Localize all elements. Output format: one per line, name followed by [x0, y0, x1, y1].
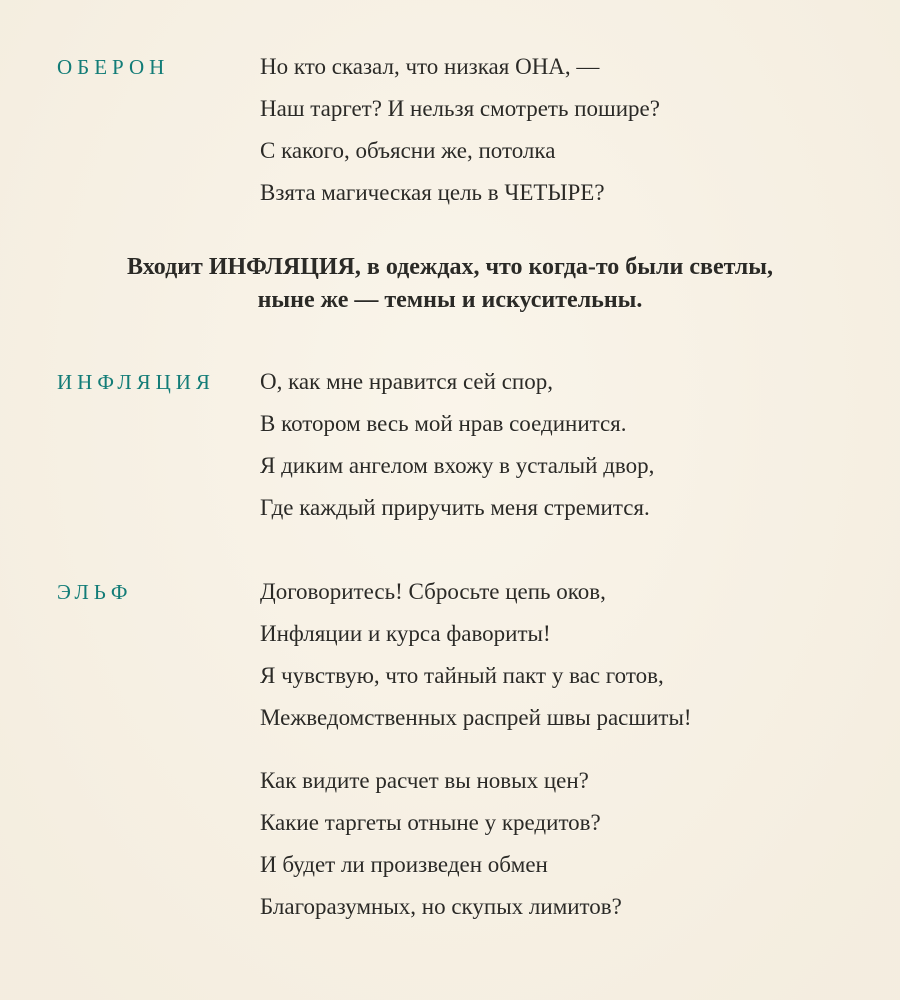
speech-elf [57, 571, 843, 928]
speech-oberon [57, 46, 843, 214]
verse-line: В котором весь мой нрав соединится. [260, 411, 627, 436]
speech-lines [260, 361, 843, 529]
speaker-name-inflation: ИНФЛЯЦИЯ [57, 370, 215, 394]
verse-line: Взята магическая цель в ЧЕТЫРЕ? [260, 180, 605, 205]
speech-inflation [57, 361, 843, 529]
speaker-name-oberon: ОБЕРОН [57, 55, 170, 79]
stanza-2 [260, 760, 843, 928]
verse-line: Я чувствую, что тайный пакт у вас готов, [260, 663, 664, 688]
verse-line: Межведомственных распрей швы расшиты! [260, 705, 692, 730]
verse-line: С какого, объясни же, потолка [260, 138, 556, 163]
stage-direction: Входит ИНФЛЯЦИЯ, в одеждах, что когда-то были светлы, ныне же — темны и искусительны. [127, 254, 773, 313]
speaker-name-elf: ЭЛЬФ [57, 580, 133, 604]
verse-line: И будет ли произведен обмен [260, 852, 548, 877]
verse-line: Какие таргеты отныне у кредитов? [260, 810, 601, 835]
verse-line: Но кто сказал, что низкая ОНА, — [260, 54, 600, 79]
verse-line: Договоритесь! Сбросьте цепь оков, [260, 579, 606, 604]
verse-line: Инфляции и курса фавориты! [260, 621, 551, 646]
verse-line: Как видите расчет вы новых цен? [260, 768, 589, 793]
verse-line: Где каждый приручить меня стремится. [260, 495, 650, 520]
stanza-1 [260, 571, 843, 739]
speech-lines [260, 571, 843, 928]
verse-line: Благоразумных, но скупых лимитов? [260, 894, 622, 919]
verse-line: Я диким ангелом вхожу в усталый двор, [260, 453, 655, 478]
speech-lines [260, 46, 843, 214]
verse-line: Наш таргет? И нельзя смотреть пошире? [260, 96, 660, 121]
verse-line: О, как мне нравится сей спор, [260, 369, 553, 394]
